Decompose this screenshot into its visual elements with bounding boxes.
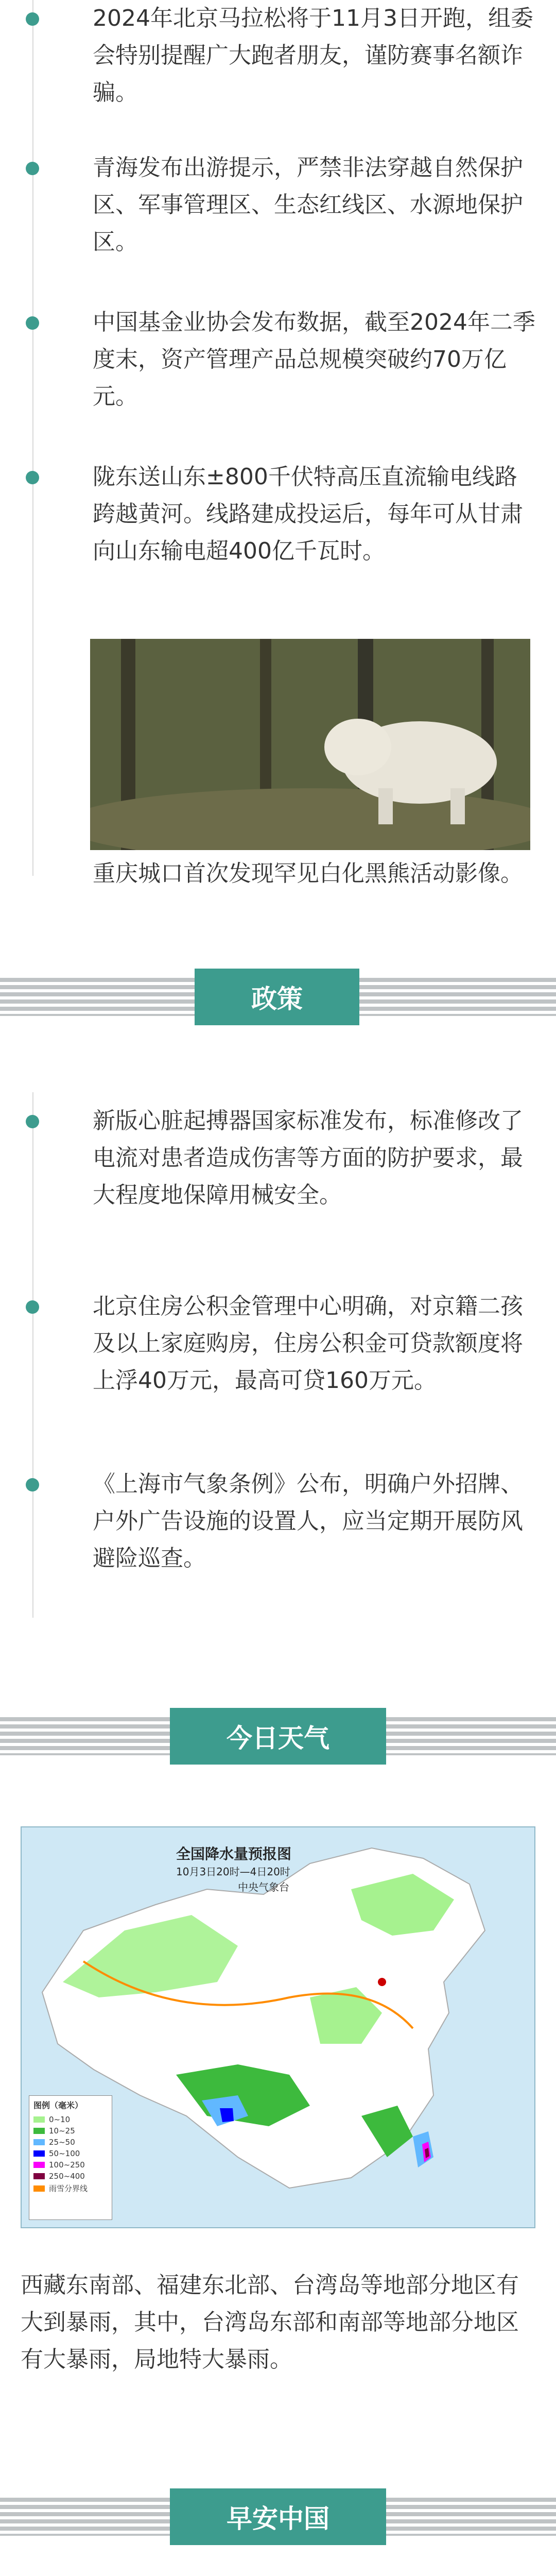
legend-label: 25~50 xyxy=(49,2138,75,2147)
legend-row xyxy=(29,2148,112,2159)
section-header-morning xyxy=(0,2488,556,2545)
policy-text: 《上海市气象条例》公布，明确户外招牌、户外广告设施的设置人，应当定期开展防风避险巡查。 xyxy=(93,1471,523,1571)
map-legend xyxy=(29,2095,112,2220)
news-text: 中国基金业协会发布数据，截至2024年二季度末，资产管理产品总规模突破约70万亿元。 xyxy=(93,309,535,410)
timeline-line xyxy=(32,0,33,876)
policy-text: 新版心脏起搏器国家标准发布，标准修改了电流对患者造成伤害等方面的防护要求，最大程度地保障用械安全。 xyxy=(93,1108,523,1208)
map-title: 全国降水量预报图 xyxy=(176,1845,292,1862)
section-header-weather xyxy=(0,1708,556,1765)
legend-label: 雨雪分界线 xyxy=(49,2184,88,2193)
forest-scene xyxy=(90,639,530,850)
news-text: 陇东送山东±800千伏特高压直流输电线路跨越黄河。线路建成投运后，每年可从甘肃向山东输电超400亿千瓦时。 xyxy=(93,464,523,564)
legend-swatch xyxy=(33,2173,45,2179)
bullet-dot-icon xyxy=(26,1300,39,1314)
legend-row xyxy=(29,2171,112,2182)
legend-rows xyxy=(29,2114,112,2195)
section-title: 今日天气 xyxy=(170,1708,386,1765)
map-agency: 中央气象台 xyxy=(238,1881,289,1893)
legend-title: 图例（毫米） xyxy=(33,2100,83,2110)
section-title: 早安中国 xyxy=(170,2488,386,2545)
bullet-dot-icon xyxy=(26,471,39,484)
bullet-dot-icon xyxy=(26,162,39,175)
legend-label: 50~100 xyxy=(49,2149,80,2158)
legend-row xyxy=(29,2125,112,2137)
news-text: 2024年北京马拉松将于11月3日开跑，组委会特别提醒广大跑者朋友，谨防赛事名额诈骗。 xyxy=(93,5,533,106)
legend-row xyxy=(29,2182,112,2195)
precipitation-map xyxy=(21,1826,535,2228)
bullet-dot-icon xyxy=(26,12,39,26)
policy-text: 北京住房公积金管理中心明确，对京籍二孩及以上家庭购房，住房公积金可贷款额度将上浮40万元，最高可贷160万元。 xyxy=(93,1293,523,1394)
section-header-policy xyxy=(0,969,556,1025)
news-text: 重庆城口首次发现罕见白化黑熊活动影像。 xyxy=(93,860,523,887)
legend-label: 10~25 xyxy=(49,2126,75,2136)
timeline-line xyxy=(32,1092,33,1618)
legend-row xyxy=(29,2114,112,2125)
legend-label: 100~250 xyxy=(49,2160,85,2170)
albino-bear-photo xyxy=(90,639,530,850)
bullet-dot-icon xyxy=(26,316,39,330)
weather-description: 西藏东南部、福建东北部、台湾岛等地部分地区有大到暴雨，其中，台湾岛东部和南部等地部分地区有大暴雨，局地特大暴雨。 xyxy=(21,2272,519,2372)
legend-swatch xyxy=(33,2162,45,2168)
legend-row xyxy=(29,2159,112,2171)
map-subtitle: 10月3日20时—4日20时 xyxy=(176,1866,290,1878)
section-title: 政策 xyxy=(195,969,359,1025)
legend-row xyxy=(29,2137,112,2148)
legend-swatch xyxy=(33,2150,45,2157)
news-text: 青海发布出游提示，严禁非法穿越自然保护区、军事管理区、生态红线区、水源地保护区。 xyxy=(93,155,523,255)
legend-swatch xyxy=(33,2139,45,2145)
legend-label: 250~400 xyxy=(49,2172,85,2181)
legend-label: 0~10 xyxy=(49,2115,71,2124)
legend-swatch xyxy=(33,2128,45,2134)
bullet-dot-icon xyxy=(26,1115,39,1128)
legend-swatch xyxy=(33,2116,45,2123)
bullet-dot-icon xyxy=(26,1478,39,1492)
legend-swatch xyxy=(33,2185,45,2192)
